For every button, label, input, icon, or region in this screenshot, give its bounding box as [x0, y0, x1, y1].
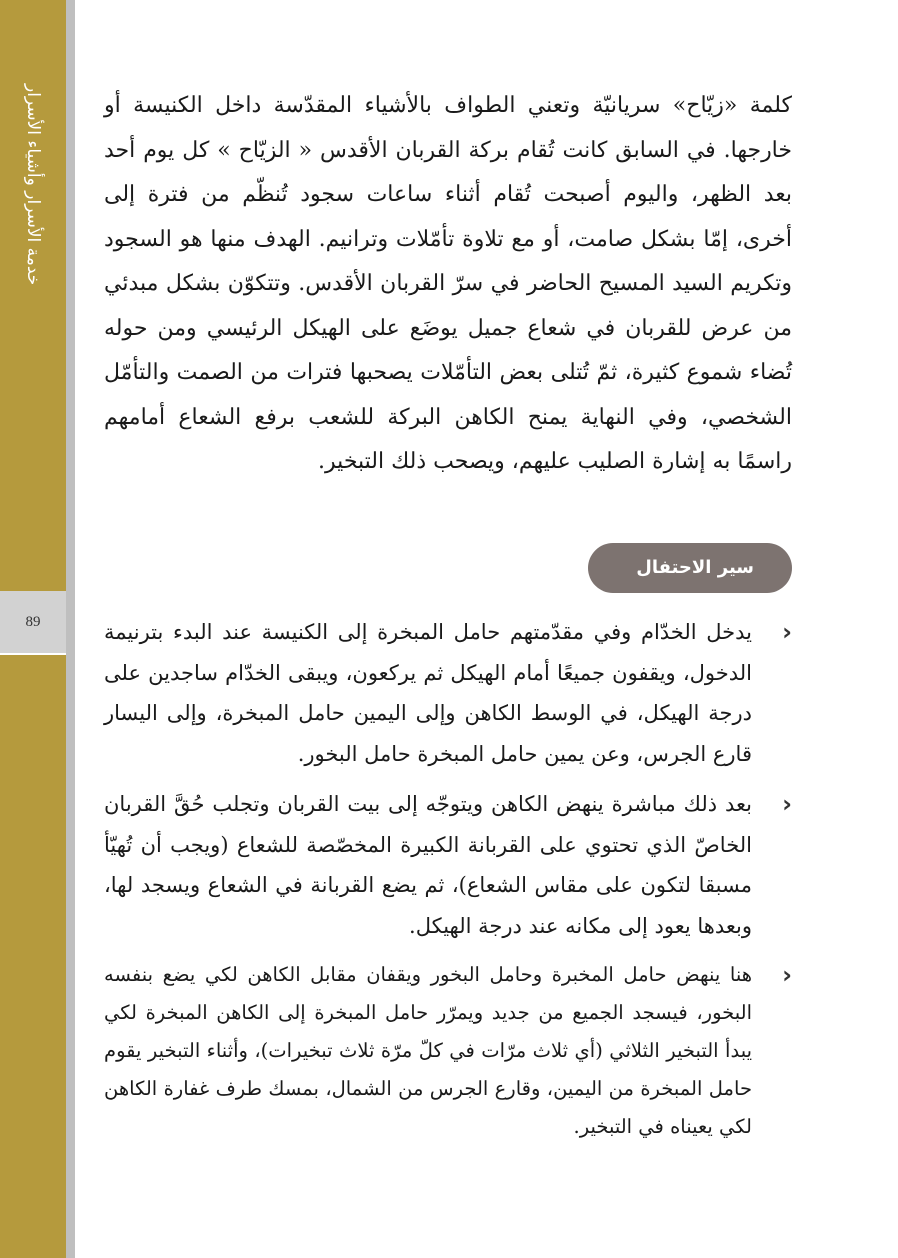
list-item — [104, 956, 792, 1146]
list-item — [104, 784, 792, 946]
section-heading-wrap — [104, 543, 792, 593]
list-item-text: يدخل الخدّام وفي مقدّمتهم حامل المبخرة إلى الكنيسة عند البدء بترنيمة الدخول، ويقفون جميعًا أمام الهيكل ثم يركعون، ويبقى الخدّام ساجدين على درجة الهيكل، في الوسط الكاهن وإلى اليمين حامل المبخرة، وإلى اليسار قارع الجرس، وعن يمين حامل المبخرة حامل البخور. — [104, 620, 752, 766]
section-heading: سير الاحتفال — [588, 543, 792, 593]
intro-paragraph: كلمة «زيّاح» سريانيّة وتعني الطواف بالأشياء المقدّسة داخل الكنيسة أو خارجها. في السابق كانت تُقام بركة القربان الأقدس « الزيّاح » كل يوم أحد بعد الظهر، واليوم أصبحت تُقام أثناء ساعات سجود تُنظّم من فترة إلى أخرى، إمّا بشكل صامت، أو مع تلاوة تأمّلات وترانيم. الهدف منها هو السجود وتكريم السيد المسيح الحاضر في سرّ القربان الأقدس. وتتكوّن بشكل مبدئي من عرض للقربان في شعاع جميل يوضَع على الهيكل الرئيسي ومن حوله تُضاء شموع كثيرة، ثمّ تُتلى بعض التأمّلات يصحبها فترات من الصمت والتأمّل الشخصي، وفي النهاية يمنح الكاهن البركة للشعب برفع الشعاع أمامهم راسمًا به إشارة الصليب عليهم، ويصحب ذلك التبخير. — [104, 93, 792, 474]
list-item-text: هنا ينهض حامل المخبرة وحامل البخور ويقفان مقابل الكاهن لكي يضع بنفسه البخور، فيسجد الجميع من جديد ويمرّر حامل المبخرة إلى الكاهن المبخرة لكي يبدأ التبخير الثلاثي (أي ثلاث مرّات في كلّ مرّة ثلاث تبخيرات)، وأثناء التبخير يقوم حامل المبخرة من اليمين، وقارع الجرس من الشمال، بمسك طرف غفارة الكاهن لكي يعيناه في التبخير. — [104, 963, 752, 1138]
list-item — [104, 612, 792, 774]
steps-list — [104, 612, 792, 1156]
side-gray-rule — [66, 0, 75, 1258]
page-number: 89 — [25, 613, 41, 630]
list-item-text: بعد ذلك مباشرة ينهض الكاهن ويتوجّه إلى بيت القربان وتجلب حُقَّ القربان الخاصّ الذي تحتوي على القربانة الكبيرة المخصّصة للشعاع (ويجب أن تُهيّأ مسبقا لتكون على مقاس الشعاع)، ثم يضع القربانة في الشعاع ويسجد لها، وبعدها يعود إلى مكانه عند درجة الهيكل. — [104, 792, 752, 938]
main-content — [104, 84, 792, 485]
running-title: خدمة الأسرار وأشياء الأسرار — [23, 84, 43, 286]
page-number-box — [0, 591, 66, 655]
chevron-bullet-icon: ‹ — [782, 961, 792, 989]
chevron-bullet-icon: ‹ — [782, 790, 792, 818]
chevron-bullet-icon: ‹ — [782, 618, 792, 646]
